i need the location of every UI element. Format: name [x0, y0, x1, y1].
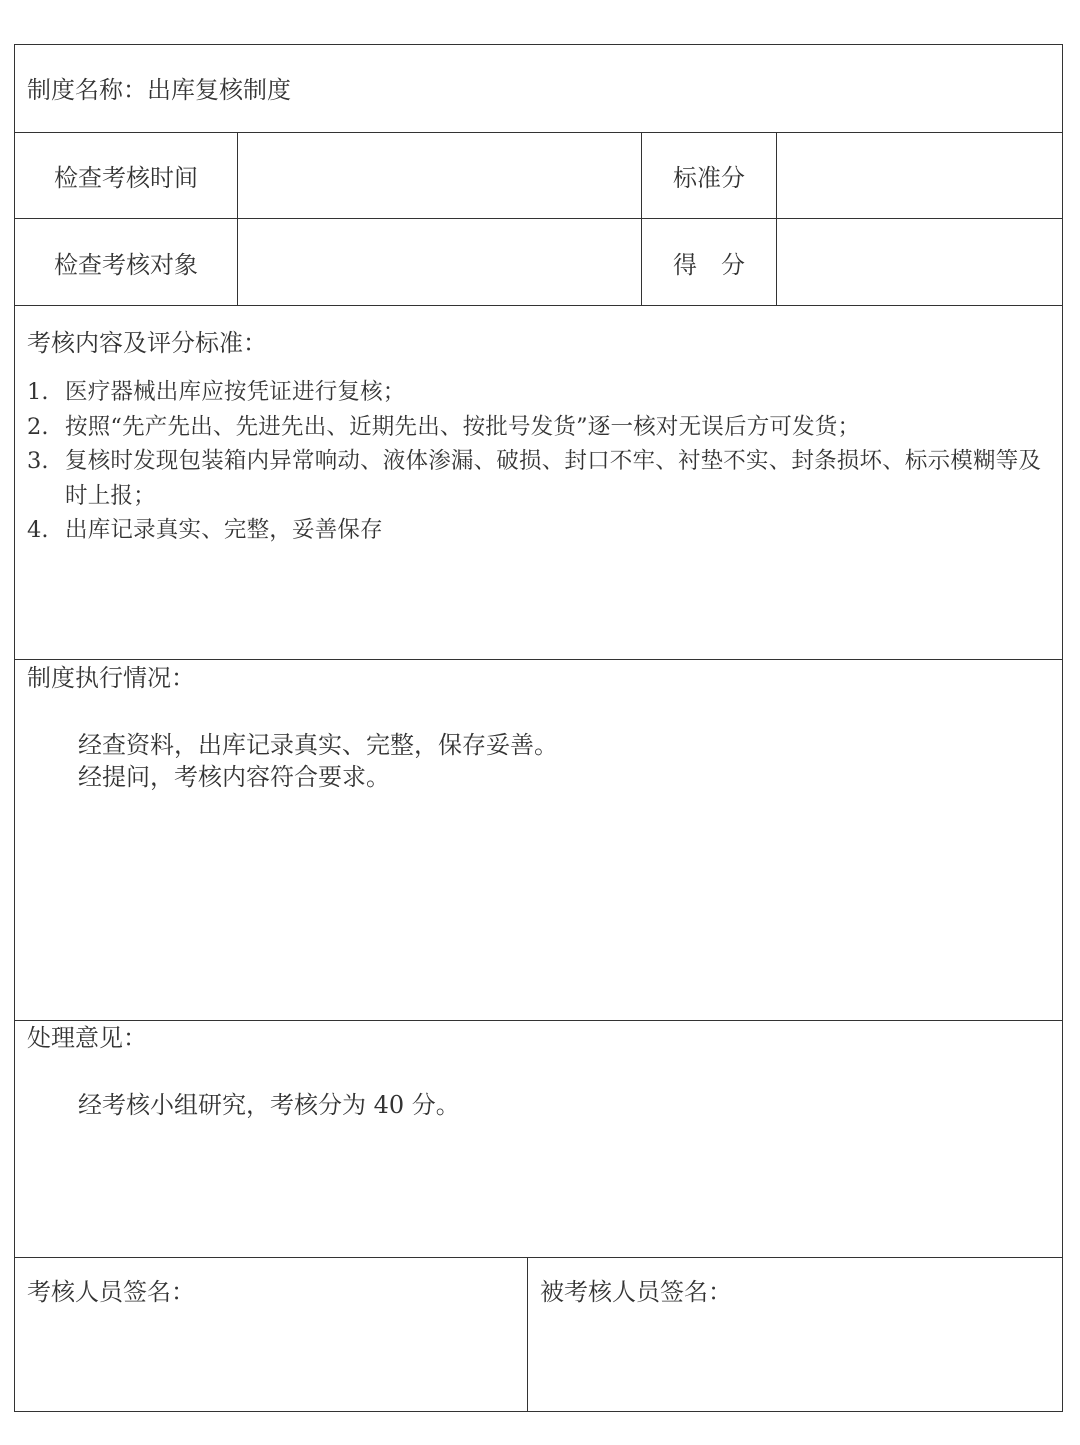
- opinion-text: 经考核小组研究，考核分为 40 分。: [78, 1091, 460, 1119]
- list-item-number: 1.: [27, 379, 49, 405]
- title-label: 制度名称：: [27, 76, 147, 104]
- row-divider: [15, 1020, 1062, 1021]
- standard-score-field[interactable]: [777, 133, 1062, 218]
- examiner-signature-label: 考核人员签名：: [27, 1278, 195, 1306]
- list-item-text: 出库记录真实、完整，妥善保存: [65, 517, 383, 543]
- check-object-field[interactable]: [238, 219, 641, 305]
- standard-score-label: 标准分: [673, 164, 745, 192]
- inspection-form: [14, 44, 1063, 1412]
- check-object-label: 检查考核对象: [54, 250, 198, 279]
- examinee-signature-label: 被考核人员签名：: [540, 1278, 732, 1306]
- criteria-list: [27, 375, 1057, 548]
- list-item: [27, 513, 1057, 548]
- row-divider: [15, 1257, 1062, 1258]
- score-label: 得 分: [673, 250, 745, 279]
- list-item-number: 4.: [27, 517, 49, 543]
- opinion-heading: 处理意见：: [27, 1024, 147, 1052]
- execution-heading: 制度执行情况：: [27, 664, 195, 692]
- list-item-text: 按照“先产先出、先进先出、近期先出、按批号发货”逐一核对无误后方可发货；: [65, 413, 861, 440]
- column-divider: [527, 1257, 528, 1412]
- list-item-number: 3.: [27, 448, 49, 474]
- list-item-number: 2.: [27, 413, 49, 440]
- criteria-heading: 考核内容及评分标准：: [27, 329, 267, 357]
- list-item: [27, 444, 1057, 513]
- list-item-text: 复核时发现包装箱内异常响动、液体渗漏、破损、封口不牢、衬垫不实、封条损坏、标示模糊等及时上报；: [65, 448, 1042, 509]
- row-divider: [15, 659, 1062, 660]
- list-item: [27, 375, 1057, 410]
- score-field[interactable]: [777, 219, 1062, 305]
- title-row: [27, 74, 291, 106]
- execution-line: 经提问，考核内容符合要求。: [78, 763, 390, 791]
- check-time-field[interactable]: [238, 133, 641, 218]
- execution-line: 经查资料，出库记录真实、完整，保存妥善。: [78, 731, 558, 759]
- list-item-text: 医疗器械出库应按凭证进行复核；: [65, 379, 406, 405]
- check-time-label: 检查考核时间: [54, 164, 198, 192]
- row-divider: [15, 305, 1062, 306]
- list-item: [27, 410, 1057, 445]
- title-value: 出库复核制度: [147, 76, 291, 104]
